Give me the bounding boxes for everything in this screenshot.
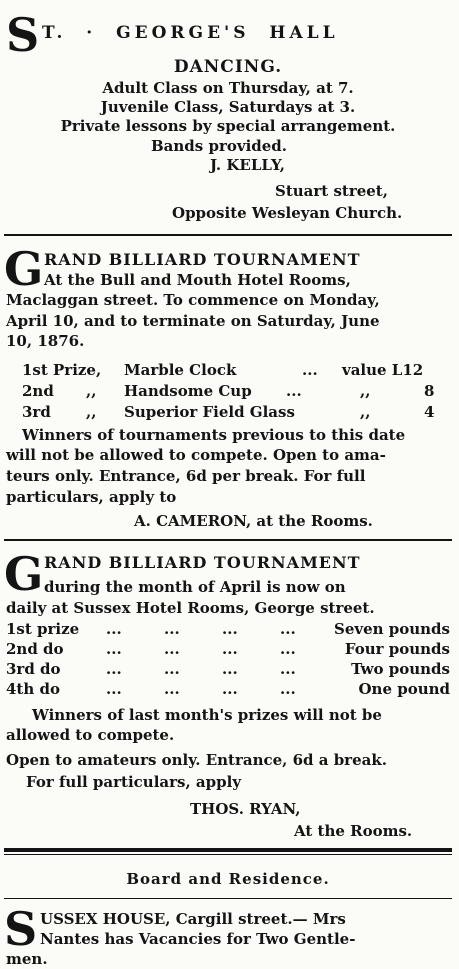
prize-row <box>4 361 452 381</box>
dropcap-g: G <box>4 547 44 601</box>
prize-value: value L12 <box>342 361 424 379</box>
text-line: daily at Sussex Hotel Rooms, George street. <box>6 599 375 617</box>
prize-row <box>4 382 452 402</box>
ad-st-georges-hall <box>4 0 452 232</box>
prize-value: 4 <box>424 403 435 421</box>
leader-dots: ... <box>164 660 180 678</box>
prize-place: 2nd do <box>6 640 64 658</box>
advertiser-name: THOS. RYAN, <box>190 800 301 818</box>
prize-row <box>4 640 452 660</box>
prize-row <box>4 660 452 680</box>
prize-row <box>4 403 452 423</box>
leader-dots: ... <box>164 680 180 698</box>
section-board-and-residence <box>4 856 452 896</box>
text-line: will not be allowed to compete. Open to ama- <box>6 446 386 464</box>
prize-place: 3rd <box>22 403 51 421</box>
leader-dots: ... <box>222 660 238 678</box>
text-line: 10, 1876. <box>6 332 85 350</box>
prize-value: Seven pounds <box>333 620 450 638</box>
text-line: allowed to compete. <box>6 726 175 744</box>
address-line: Opposite Wesleyan Church. <box>172 204 403 222</box>
section-heading: Board and Residence. <box>126 870 330 888</box>
text-line: Winners of tournaments previous to this date <box>22 426 406 444</box>
text-line: teurs only. Entrance, 6d per break. For full <box>6 467 366 485</box>
thick-rule <box>4 848 452 852</box>
text-line: particulars, apply to <box>6 488 177 506</box>
thin-rule <box>4 854 452 855</box>
text-line: Adult Class on Thursday, at 7. <box>102 79 354 97</box>
prize-value: Four pounds <box>344 640 450 658</box>
separator-rule <box>4 898 452 899</box>
ad-heading: RAND BILLIARD TOURNAMENT <box>44 250 361 269</box>
leader-dots: ... <box>106 640 122 658</box>
text-line: USSEX HOUSE, Cargill street.— Mrs <box>40 910 346 928</box>
ad-billiard-tournament-bull-and-mouth <box>4 236 452 536</box>
dropcap-s: S <box>4 902 38 956</box>
text-line: April 10, and to terminate on Saturday, June <box>6 312 380 330</box>
address-line: Stuart street, <box>275 182 388 200</box>
text-line: during the month of April is now on <box>44 578 346 596</box>
prize-place: 2nd <box>22 382 54 400</box>
prize-row <box>4 620 452 640</box>
ditto-mark: ,, <box>360 382 371 400</box>
text-line: Bands provided. <box>151 137 288 155</box>
prize-place: 1st prize <box>6 620 80 638</box>
text-line: Maclaggan street. To commence on Monday, <box>6 291 380 309</box>
leader-dots: ... <box>164 620 180 638</box>
ad-heading: RAND BILLIARD TOURNAMENT <box>44 553 361 572</box>
prize-place: 3rd do <box>6 660 61 678</box>
prize-item: Marble Clock <box>124 361 237 379</box>
leader-dots: ... <box>286 382 302 400</box>
leader-dots: ... <box>280 640 296 658</box>
prize-value: Two pounds <box>351 660 450 678</box>
prize-value: One pound <box>358 680 450 698</box>
leader-dots: ... <box>106 680 122 698</box>
leader-dots: ... <box>222 640 238 658</box>
text-line: Juvenile Class, Saturdays at 3. <box>100 98 356 116</box>
text-line: For full particulars, apply <box>26 773 242 791</box>
ditto-mark: ,, <box>86 403 97 421</box>
ad-sussex-house <box>4 900 452 969</box>
text-line: Nantes has Vacancies for Two Gentle- <box>40 930 356 948</box>
advertiser-name: J. KELLY, <box>210 156 285 174</box>
text-line: Winners of last month's prizes will not be <box>32 706 382 724</box>
prize-row <box>4 680 452 700</box>
text-line: Private lessons by special arrangement. <box>60 117 396 135</box>
prize-item: Handsome Cup <box>124 382 252 400</box>
dropcap-g: G <box>4 242 44 296</box>
advertiser-signature: A. CAMERON, at the Rooms. <box>134 512 373 530</box>
text-line: men. <box>6 950 48 968</box>
ad-title: DANCING. <box>173 57 283 77</box>
leader-dots: ... <box>164 640 180 658</box>
ditto-mark: ,, <box>360 403 371 421</box>
leader-dots: ... <box>280 680 296 698</box>
dropcap-s: S <box>6 8 40 62</box>
ditto-mark: ,, <box>86 382 97 400</box>
leader-dots: ... <box>302 361 318 379</box>
leader-dots: ... <box>222 620 238 638</box>
prize-place: 1st Prize, <box>22 361 102 379</box>
prize-place: 4th do <box>6 680 60 698</box>
prize-value: 8 <box>424 382 435 400</box>
leader-dots: ... <box>106 620 122 638</box>
text-line: Open to amateurs only. Entrance, 6d a break. <box>6 751 387 769</box>
prize-item: Superior Field Glass <box>124 403 295 421</box>
leader-dots: ... <box>106 660 122 678</box>
leader-dots: ... <box>280 620 296 638</box>
address-line: At the Rooms. <box>294 822 413 840</box>
leader-dots: ... <box>222 680 238 698</box>
ad-billiard-tournament-sussex <box>4 541 452 841</box>
text-line: At the Bull and Mouth Hotel Rooms, <box>44 271 351 289</box>
ad-heading: T. · GEORGE'S HALL <box>42 23 339 43</box>
leader-dots: ... <box>280 660 296 678</box>
